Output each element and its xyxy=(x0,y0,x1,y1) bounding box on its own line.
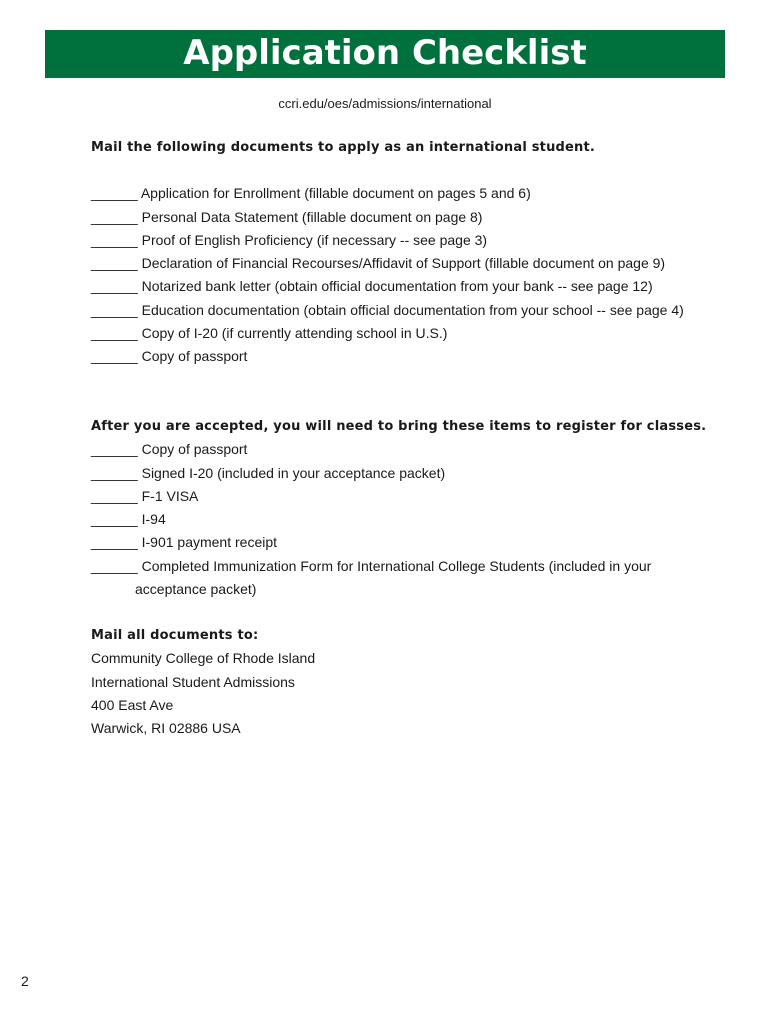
checklist-item: ______ F-1 VISA xyxy=(91,487,199,504)
website-url: ccri.edu/oes/admissions/international xyxy=(278,96,492,111)
address-line: International Student Admissions xyxy=(91,673,295,690)
checklist-item: ______ Copy of passport xyxy=(91,441,248,458)
mailing-address xyxy=(91,624,315,740)
address-line: Warwick, RI 02886 USA xyxy=(91,720,241,737)
page-title: Application Checklist xyxy=(45,30,725,78)
address-line: Community College of Rhode Island xyxy=(91,650,316,667)
checklist-item: ______ Signed I-20 (included in your acceptance packet) xyxy=(91,464,446,481)
register-checklist xyxy=(91,415,706,601)
checklist-item: ______ I-901 payment receipt xyxy=(91,534,278,551)
checklist-item: ______ Notarized bank letter (obtain official documentation from your bank -- see page 12) xyxy=(91,278,653,295)
section-heading: Mail the following documents to apply as an international student. xyxy=(91,140,596,155)
checklist-item: ______ Proof of English Proficiency (if necessary -- see page 3) xyxy=(91,231,488,248)
checklist-item: ______ Declaration of Financial Recourses/Affidavit of Support (fillable document on page 9) xyxy=(91,255,666,272)
checklist-item: ______ Completed Immunization Form for International College Students (included in your xyxy=(91,557,652,574)
checklist-item: ______ Personal Data Statement (fillable document on page 8) xyxy=(91,208,483,225)
checklist-item: ______ Education documentation (obtain official documentation from your school -- see page 4) xyxy=(91,301,684,318)
address-line: 400 East Ave xyxy=(91,696,174,713)
address-heading: Mail all documents to: xyxy=(91,628,259,643)
apply-checklist xyxy=(91,136,684,369)
section-heading: After you are accepted, you will need to bring these items to register for classes. xyxy=(91,419,707,434)
checklist-item: ______ Application for Enrollment (fillable document on pages 5 and 6) xyxy=(91,185,531,202)
checklist-item: ______ I-94 xyxy=(91,511,166,528)
checklist-item: ______ Copy of passport xyxy=(91,348,248,365)
checklist-item: ______ Copy of I-20 (if currently attending school in U.S.) xyxy=(91,325,448,342)
checklist-item-continuation: acceptance packet) xyxy=(135,581,257,598)
page-number: 2 xyxy=(21,973,29,989)
